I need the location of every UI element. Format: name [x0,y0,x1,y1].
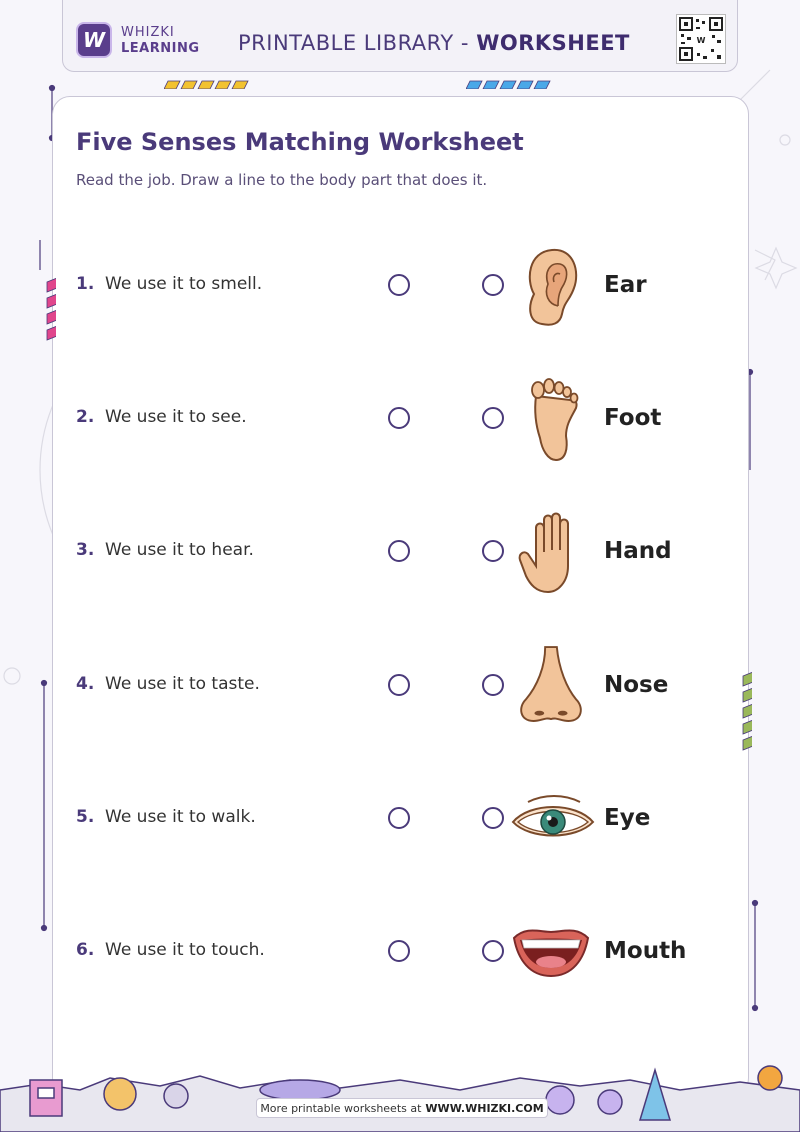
worksheet-title: Five Senses Matching Worksheet [76,128,524,156]
item-number: 4. [76,674,95,694]
yellow-stripe-decoration [164,80,254,89]
left-match-dot[interactable] [388,674,410,696]
mouth-icon [512,924,590,980]
right-match-dot[interactable] [482,674,504,696]
brand-name-bottom: LEARNING [121,41,200,56]
body-part-label: Foot [604,405,662,431]
nose-icon [516,642,586,728]
pink-side-stripes [46,278,56,350]
eye-icon [510,794,596,844]
worksheet-instructions: Read the job. Draw a line to the body part that does it. [76,171,488,189]
right-match-dot[interactable] [482,274,504,296]
job-text: We use it to touch. [105,940,265,960]
item-number: 1. [76,274,95,294]
body-part-label: Nose [604,672,669,698]
right-match-dot[interactable] [482,940,504,962]
left-match-dot[interactable] [388,274,410,296]
qr-letter: W [696,36,706,45]
blue-stripe-decoration [466,80,556,89]
green-side-stripes [742,672,752,758]
job-text: We use it to walk. [105,807,256,827]
item-number: 6. [76,940,95,960]
library-title: PRINTABLE LIBRARY - WORKSHEET [238,31,630,55]
footer-illustration [0,1050,800,1132]
qr-code-icon[interactable] [676,14,726,64]
job-text: We use it to see. [105,407,247,427]
ear-icon [518,244,588,330]
right-match-dot[interactable] [482,407,504,429]
foot-icon [518,376,588,462]
left-match-dot[interactable] [388,940,410,962]
job-text: We use it to smell. [105,274,263,294]
footer-link[interactable]: More printable worksheets at WWW.WHIZKI.COM [256,1098,548,1118]
item-number: 2. [76,407,95,427]
right-match-dot[interactable] [482,540,504,562]
right-match-dot[interactable] [482,807,504,829]
hand-icon [518,510,588,596]
left-match-dot[interactable] [388,540,410,562]
body-part-label: Mouth [604,938,687,964]
body-part-label: Ear [604,272,647,298]
job-text: We use it to hear. [105,540,254,560]
whizki-logo-icon[interactable]: W [76,22,112,58]
job-text: We use it to taste. [105,674,260,694]
body-part-label: Hand [604,538,672,564]
body-part-label: Eye [604,805,651,831]
left-match-dot[interactable] [388,407,410,429]
left-match-dot[interactable] [388,807,410,829]
brand-name-top: WHIZKI [121,25,175,40]
item-number: 5. [76,807,95,827]
item-number: 3. [76,540,95,560]
